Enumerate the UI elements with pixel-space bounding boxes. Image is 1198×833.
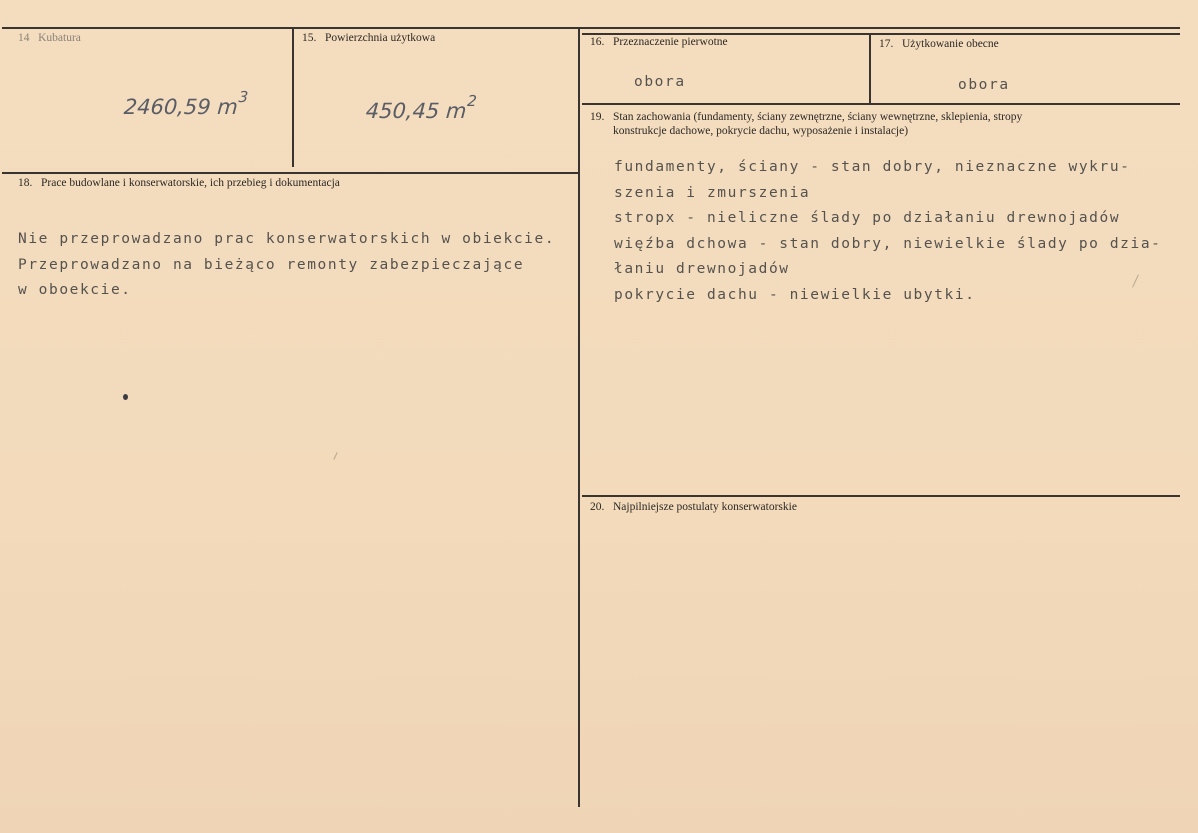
field-18-line: Przeprowadzano na bieżąco remonty zabezpieczające <box>18 256 525 273</box>
field-20-header <box>590 501 797 513</box>
field-17-value: obora <box>958 77 1010 93</box>
field-19-number: 19. <box>590 111 605 123</box>
field-14-number: 14 <box>18 32 30 44</box>
field-16-label: Przeznaczenie pierwotne <box>613 36 728 48</box>
field-18-body <box>18 227 555 304</box>
ink-speck <box>123 394 128 400</box>
field-15-header <box>302 32 435 44</box>
field-15-unit-sup: 2 <box>466 92 478 110</box>
field-18-line: Nie przeprowadzano prac konserwatorskich w obiekcie. <box>18 231 556 247</box>
field-19-line: więźba dchowa - stan dobry, niewielkie ślady po dzia- <box>614 235 1162 252</box>
field-15-number: 15. <box>302 32 317 44</box>
field-19-header <box>590 111 1022 123</box>
field-18-header <box>18 177 340 189</box>
top-rule <box>2 27 1180 29</box>
field-20-number: 20. <box>590 501 605 513</box>
pencil-mark <box>333 452 337 460</box>
field-14-header <box>18 32 81 44</box>
rule-right-20 <box>582 495 1180 497</box>
field-17-number: 17. <box>879 38 894 50</box>
field-19-line: stropx - nieliczne ślady po działaniu drewnojadów <box>614 210 1121 226</box>
field-15-value: 450,45 $m^2$ <box>365 92 478 123</box>
divider-center <box>578 27 580 807</box>
field-18-number: 18. <box>18 177 33 189</box>
divider-14-15 <box>292 27 294 167</box>
field-17-label: Użytkowanie obecne <box>902 38 999 50</box>
field-19-line: pokrycie dachu - niewielkie ubytki. <box>614 286 976 303</box>
rule-right-upper <box>582 33 1180 35</box>
rule-right-19 <box>582 103 1180 105</box>
field-19-header-line2: konstrukcje dachowe, pokrycie dachu, wyposażenie i instalacje) <box>613 125 909 137</box>
field-17-header <box>879 38 999 50</box>
field-19-line: szenia i zmurszenia <box>614 184 811 201</box>
field-14-unit-sup: 3 <box>237 88 249 106</box>
field-16-value: obora <box>634 74 686 90</box>
field-19-body <box>614 155 1161 308</box>
field-16-number: 16. <box>590 36 605 48</box>
field-20-label: Najpilniejsze postulaty konserwatorskie <box>613 501 797 513</box>
field-14-label: Kubatura <box>38 32 81 44</box>
field-16-header <box>590 36 728 48</box>
field-18-line: w oboekcie. <box>18 282 132 298</box>
field-18-label: Prace budowlane i konserwatorskie, ich przebieg i dokumentacja <box>41 177 340 189</box>
rule-left-mid <box>2 172 580 174</box>
field-19-label-line1: Stan zachowania (fundamenty, ściany zewnętrzne, ściany wewnętrzne, sklepienia, stropy <box>613 111 1023 123</box>
field-15-label: Powierzchnia użytkowa <box>325 32 436 44</box>
field-19-line: fundamenty, ściany - stan dobry, nieznaczne wykru- <box>614 159 1131 175</box>
field-19-line: łaniu drewnojadów <box>614 261 790 277</box>
divider-16-17 <box>869 33 871 103</box>
field-14-value: 2460,59 $m^3$ <box>123 88 249 119</box>
